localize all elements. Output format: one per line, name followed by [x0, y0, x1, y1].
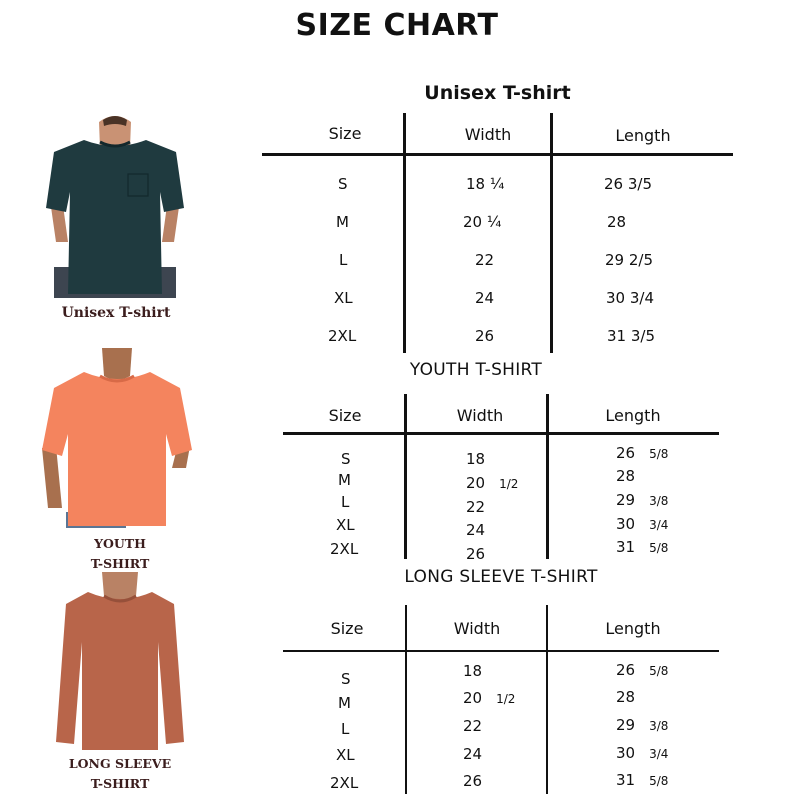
- column-header-size: Size: [330, 619, 364, 638]
- width-cell: 24: [466, 521, 486, 539]
- table-divider: [283, 432, 719, 435]
- table-divider: [283, 650, 719, 652]
- length-cell: 28: [616, 467, 636, 485]
- width-cell: 26: [463, 772, 483, 790]
- length-cell: 29 2/5: [605, 251, 653, 269]
- size-cell: M: [338, 471, 351, 489]
- length-cell: 31 5/8: [616, 538, 669, 556]
- width-cell: 18: [466, 450, 486, 468]
- width-cell: 18: [463, 662, 483, 680]
- width-cell: 24: [475, 289, 495, 307]
- column-divider: [405, 605, 407, 794]
- tshirt-body: [42, 372, 192, 526]
- column-header-size: Size: [328, 124, 362, 143]
- width-cell: 20 1/2: [463, 689, 516, 707]
- width-cell: 18 ¼: [466, 175, 505, 193]
- length-cell: 29 3/8: [616, 491, 669, 509]
- column-divider: [403, 113, 406, 353]
- column-header-length: Length: [605, 406, 661, 425]
- size-cell: XL: [336, 516, 355, 534]
- unisex-caption: Unisex T-shirt: [61, 305, 171, 321]
- unisex-section-title: Unisex T-shirt: [424, 82, 571, 104]
- table-divider: [262, 153, 733, 156]
- size-cell: S: [341, 670, 351, 688]
- size-cell: L: [341, 720, 350, 738]
- width-cell: 20 ¼: [463, 213, 502, 231]
- width-cell: 20 1/2: [466, 474, 519, 492]
- tshirt-body: [56, 592, 184, 750]
- column-header-width: Width: [464, 125, 512, 144]
- size-cell: 2XL: [330, 774, 359, 792]
- column-divider: [546, 394, 549, 559]
- long-sleeve-caption: LONG SLEEVE T-SHIRT: [68, 756, 172, 791]
- length-cell: 26 3/5: [604, 175, 652, 193]
- column-header-size: Size: [328, 406, 362, 425]
- length-cell: 29 3/8: [616, 716, 669, 734]
- column-divider: [550, 113, 553, 353]
- column-header-length: Length: [605, 619, 661, 638]
- size-cell: S: [338, 175, 348, 193]
- size-cell: M: [338, 694, 351, 712]
- length-cell: 26 5/8: [616, 661, 669, 679]
- length-cell: 28: [616, 688, 636, 706]
- page-title: SIZE CHART: [295, 8, 499, 43]
- length-cell: 30 3/4: [616, 515, 669, 533]
- column-divider: [546, 605, 548, 794]
- length-cell: 30 3/4: [616, 744, 669, 762]
- size-cell: M: [336, 213, 349, 231]
- size-cell: XL: [334, 289, 353, 307]
- column-header-width: Width: [453, 619, 501, 638]
- long-sleeve-tshirt-photo: [54, 572, 186, 752]
- column-divider: [404, 394, 407, 559]
- width-cell: 22: [466, 498, 486, 516]
- width-cell: 22: [463, 717, 483, 735]
- size-cell: 2XL: [330, 540, 359, 558]
- length-cell: 31 5/8: [616, 771, 669, 789]
- size-cell: L: [339, 251, 348, 269]
- youth-tshirt-photo: [40, 348, 194, 528]
- long-sleeve-section-title: LONG SLEEVE T-SHIRT: [404, 567, 598, 587]
- length-cell: 30 3/4: [606, 289, 654, 307]
- column-header-width: Width: [456, 406, 504, 425]
- youth-section-title: YOUTH T-SHIRT: [409, 360, 543, 380]
- size-cell: S: [341, 450, 351, 468]
- width-cell: 26: [475, 327, 495, 345]
- width-cell: 24: [463, 745, 483, 763]
- size-cell: L: [341, 493, 350, 511]
- length-cell: 31 3/5: [607, 327, 655, 345]
- youth-caption: YOUTH T-SHIRT: [90, 536, 150, 571]
- width-cell: 22: [475, 251, 495, 269]
- size-cell: XL: [336, 746, 355, 764]
- unisex-tshirt-photo: [44, 112, 186, 298]
- column-header-length: Length: [615, 126, 671, 145]
- size-cell: 2XL: [328, 327, 357, 345]
- width-cell: 26: [466, 545, 486, 563]
- length-cell: 26 5/8: [616, 444, 669, 462]
- length-cell: 28: [607, 213, 627, 231]
